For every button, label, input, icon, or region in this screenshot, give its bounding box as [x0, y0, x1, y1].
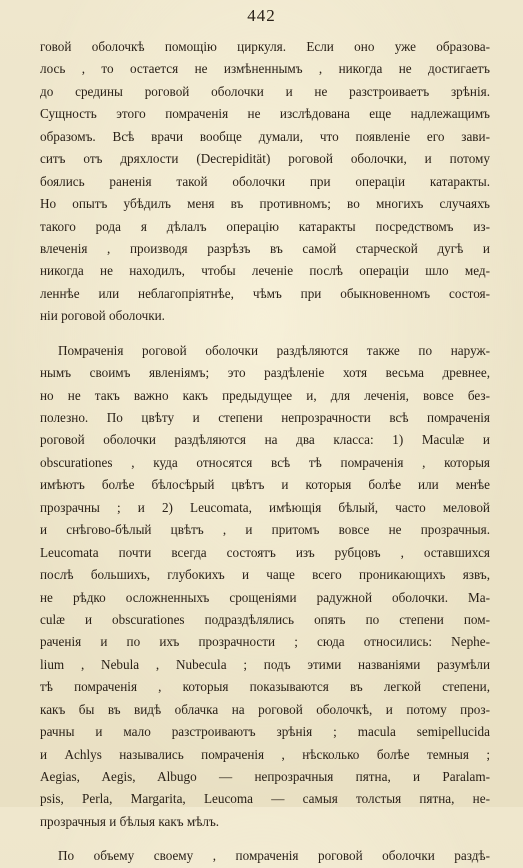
text-line: послѣ большихъ, глубокихъ и чаще всего проникающихъ язвъ, — [40, 567, 490, 583]
text-line: culæ и obscurationes подраздѣлялись опять по степени пом- — [40, 611, 490, 627]
text-line: ніи роговой оболочки. — [40, 308, 165, 324]
text-line: никогда не находилъ, чтобы леченіе послѣ операціи шло мед- — [40, 263, 490, 279]
text-line: Помраченія роговой оболочки раздѣляются также по наруж- — [58, 342, 490, 358]
text-line: говой оболочкѣ помощію циркуля. Если оно уже образова- — [40, 39, 490, 54]
text-line: тѣ помраченія , которыя показываются въ легкой степени, — [40, 679, 490, 695]
text-line: леннѣе или неблагопріятнѣе, чѣмъ при обыкновенномъ состоя- — [40, 285, 490, 301]
text-line: ситъ отъ дряхлости (Decrepidität) роговой оболочки, и потому — [40, 151, 490, 167]
text-line: прозрачныя и бѣлыя какъ мѣлъ. — [40, 813, 220, 829]
text-line: роговой оболочки раздѣляются на два класса: 1) Maculæ и — [40, 432, 490, 448]
text-line: какъ бы въ видѣ облачка на роговой оболочкѣ, и потому проз- — [40, 701, 490, 717]
text-line: obscurationes , куда относятся всѣ тѣ помраченія , которыя — [40, 454, 490, 470]
text-line: Но опытъ убѣдилъ меня въ противномъ; во многихъ случаяхъ — [40, 196, 490, 212]
body-text — [40, 36, 490, 868]
text-line: прозрачны ; и 2) Leucomata, имѣющія бѣлый, часто меловой — [40, 499, 490, 515]
text-line: не рѣдко осложненныхъ срощеніями радужной оболочки. Ma- — [40, 589, 490, 605]
text-line: lium , Nebula , Nubecula ; подъ этими названіями разумѣли — [40, 656, 490, 672]
text-line: раченія и по ихъ прозрачности ; сюда относились: Nephe- — [40, 634, 490, 650]
text-line: образомъ. Всѣ врачи вообще думали, что появленіе его зави- — [40, 128, 490, 144]
text-line: и Achlys назывались помраченія , нѣсколько болѣе темныя ; — [40, 746, 490, 762]
text-line: полезно. По цвѣту и степени непрозрачности всѣ помраченія — [40, 410, 490, 425]
text-line: такого рода я дѣлалъ операцію катаракты посредствомъ из- — [40, 218, 490, 234]
text-line: psis, Perla, Margarita, Leucoma — самыя толстыя пятна, не- — [40, 791, 490, 807]
text-line: Aegias, Aegis, Albugo — непрозрачныя пятна, и Paralam- — [40, 769, 490, 784]
text-line: до средины роговой оболочки и не разстроиваетъ зрѣнія. — [40, 83, 490, 99]
text-line: По объему своему , помраченія роговой оболочки раздѣ- — [58, 848, 490, 864]
text-line: рачны и мало разстроиваютъ зрѣнія ; macula semipellucida — [40, 724, 490, 740]
text-line: влеченія , производя разрѣзъ въ самой старческой дугѣ и — [40, 240, 490, 256]
text-line: но не такъ важно какъ предыдущее и, для леченія, вовсе без- — [40, 387, 490, 403]
text-line: и снѣгово-бѣлый цвѣтъ , и притомъ вовсе не прозрачныя. — [40, 522, 490, 538]
text-line: лось , то остается не измѣненнымъ , никогда не достигаетъ — [40, 61, 490, 77]
page-number: 442 — [247, 6, 276, 25]
text-line: Сущность этого помраченія не изслѣдована еще надлежащимъ — [40, 106, 490, 122]
text-line: нымъ своимъ явленіямъ; это раздѣленіе хотя весьма древнее, — [40, 365, 490, 381]
text-line: боялись раненія такой оболочки при операціи катаракты. — [40, 173, 490, 189]
text-line: имѣютъ болѣе бѣлосѣрый цвѣтъ и которыя болѣе или менѣе — [40, 477, 490, 493]
text-line: Leucomata почти всегда состоятъ изъ рубцовъ , оставшихся — [40, 544, 490, 560]
